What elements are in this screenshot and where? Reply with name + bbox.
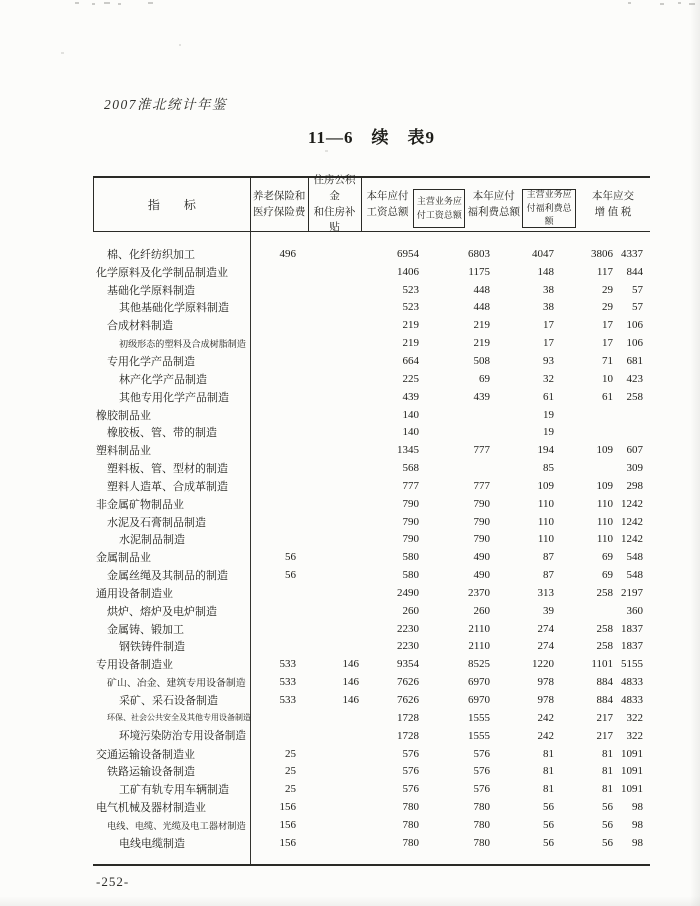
value-cell: 146 [342,676,359,689]
indicator-cell: 化学原料及化学制品制造业 [96,266,228,279]
table-row [93,816,650,834]
value-cell: 17 [543,337,554,350]
table-row [93,798,650,816]
value-cell: 1242 [621,515,643,528]
value-cell: 5155 [621,658,643,671]
table-row [93,423,650,441]
value-cell: 1728 [397,711,419,724]
table-row [93,441,650,459]
value-cell: 6803 [468,247,490,260]
value-cell: 777 [473,444,490,457]
value-cell: 2110 [468,640,490,653]
indicator-cell: 环保、社会公共安全及其他专用设备制造 [107,713,251,723]
indicator-cell: 金属丝绳及其制品的制造 [107,570,228,583]
value-cell: 533 [279,658,296,671]
value-cell: 81 [543,765,554,778]
value-cell: 217 [596,711,613,724]
indicator-cell: 专用设备制造业 [96,659,173,672]
value-cell: 56 [543,836,554,849]
value-cell: 2110 [468,622,490,635]
value-cell: 9354 [397,658,419,671]
value-cell: 6970 [468,694,490,707]
value-cell: 1242 [621,497,643,510]
value-cell: 780 [473,801,490,814]
table-row [93,620,650,638]
value-cell: 258 [596,622,613,635]
value-cell: 1091 [621,747,643,760]
value-cell: 110 [537,515,554,528]
table-header [93,176,650,232]
value-cell: 260 [402,604,419,617]
value-cell: 664 [402,354,419,367]
value-cell: 146 [342,694,359,707]
value-cell: 242 [537,711,554,724]
value-cell: 309 [626,462,643,475]
value-cell: 19 [543,426,554,439]
value-cell: 194 [537,444,554,457]
value-cell: 780 [402,801,419,814]
value-cell: 490 [473,569,490,582]
indicator-cell: 电线电缆制造 [119,837,185,850]
value-cell: 439 [473,390,490,403]
value-cell: 548 [626,551,643,564]
table-row [93,477,650,495]
table-row [93,531,650,549]
value-cell: 56 [285,551,296,564]
value-cell: 8525 [468,658,490,671]
indicator-cell: 棉、化纤纺织加工 [107,248,195,261]
value-cell: 219 [473,319,490,332]
value-cell: 110 [596,515,613,528]
value-cell: 56 [543,818,554,831]
value-cell: 10 [602,372,613,385]
column-header-housing-fund-subsidy: 住房公积金 和住房补贴 [309,178,362,231]
value-cell: 148 [537,265,554,278]
value-cell: 29 [602,301,613,314]
value-cell: 56 [285,569,296,582]
value-cell: 1101 [591,658,613,671]
value-cell: 274 [537,640,554,653]
value-cell: 109 [596,444,613,457]
value-cell: 780 [402,836,419,849]
value-cell: 1091 [621,765,643,778]
table-row [93,655,650,673]
indicator-cell: 铁路运输设备制造 [107,766,195,779]
value-cell: 81 [602,747,613,760]
table-row [93,495,650,513]
value-cell: 423 [626,372,643,385]
value-cell: 81 [543,783,554,796]
table-row [93,299,650,317]
table-row [93,673,650,691]
indicator-cell: 交通运输设备制造业 [96,748,195,761]
value-cell: 2230 [397,622,419,635]
indicator-cell: 塑料板、管、型材的制造 [107,463,228,476]
value-cell: 69 [602,569,613,582]
value-cell: 681 [626,354,643,367]
value-cell: 219 [402,337,419,350]
value-cell: 576 [402,765,419,778]
value-cell: 360 [626,604,643,617]
value-cell: 790 [473,497,490,510]
value-cell: 576 [473,765,490,778]
table-title: 11—6 续 表9 [307,128,436,147]
table-row [93,316,650,334]
value-cell: 25 [285,747,296,760]
table-body [93,232,650,866]
value-cell: 790 [402,533,419,546]
value-cell: 1220 [532,658,554,671]
value-cell: 322 [626,711,643,724]
value-cell: 448 [473,301,490,314]
value-cell: 32 [543,372,554,385]
table-row [93,388,650,406]
value-cell: 109 [537,479,554,492]
value-cell: 884 [596,676,613,689]
value-cell: 790 [473,533,490,546]
value-cell: 110 [596,533,613,546]
value-cell: 260 [473,604,490,617]
indicator-cell: 橡胶板、管、带的制造 [107,427,217,440]
value-cell: 523 [402,283,419,296]
value-cell: 219 [473,337,490,350]
column-header-vat-payable: 本年应交 增 值 税 [592,190,635,218]
value-cell: 490 [473,551,490,564]
table-row [93,352,650,370]
column-header-indicator: 指 标 [94,178,251,231]
value-cell: 56 [543,801,554,814]
value-cell: 258 [626,390,643,403]
indicator-cell: 其他基础化学原料制造 [119,302,229,315]
value-cell: 7626 [397,676,419,689]
value-cell: 71 [602,354,613,367]
indicator-cell: 专用化学产品制造 [107,355,195,368]
value-cell: 313 [537,586,554,599]
value-cell: 117 [596,265,613,278]
value-cell: 322 [626,729,643,742]
value-cell: 780 [473,836,490,849]
indicator-cell: 初级形态的塑料及合成树脂制造 [119,338,246,349]
table-row [93,584,650,602]
value-cell: 777 [473,479,490,492]
value-cell: 98 [632,801,643,814]
table-row [93,638,650,656]
value-cell: 156 [279,818,296,831]
value-cell: 258 [596,640,613,653]
value-cell: 39 [543,604,554,617]
indicator-cell: 采矿、采石设备制造 [119,695,218,708]
page-number: -252- [96,874,130,889]
value-cell: 1345 [397,444,419,457]
table-row [93,513,650,531]
value-cell: 4047 [532,247,554,260]
value-cell: 29 [602,283,613,296]
table-row [93,245,650,263]
value-cell: 6970 [468,676,490,689]
value-cell: 496 [279,247,296,260]
value-cell: 3806 [591,247,613,260]
value-cell: 146 [342,658,359,671]
indicator-cell: 水泥制品制造 [119,534,185,547]
value-cell: 780 [402,818,419,831]
value-cell: 568 [402,462,419,475]
value-cell: 576 [473,783,490,796]
indicator-cell: 烘炉、熔炉及电炉制造 [107,605,217,618]
value-cell: 978 [537,694,554,707]
indicator-cell: 水泥及石膏制品制造 [107,516,206,529]
table-row [93,566,650,584]
value-cell: 25 [285,783,296,796]
value-cell: 109 [596,479,613,492]
value-cell: 69 [479,372,490,385]
value-cell: 4833 [621,694,643,707]
table-row [93,709,650,727]
indicator-cell: 金属铸、锻加工 [107,623,184,636]
indicator-cell: 电气机械及器材制造业 [96,802,206,815]
value-cell: 56 [602,818,613,831]
value-cell: 38 [543,301,554,314]
value-cell: 1242 [621,533,643,546]
value-cell: 17 [602,337,613,350]
value-cell: 576 [402,783,419,796]
value-cell: 2197 [621,586,643,599]
indicator-cell: 非金属矿物制品业 [96,498,184,511]
column-header-pension-medical-insurance: 养老保险和 医疗保险费 [251,178,309,231]
value-cell: 156 [279,836,296,849]
table-row [93,370,650,388]
value-cell: 576 [473,747,490,760]
value-cell: 258 [596,586,613,599]
value-cell: 6954 [397,247,419,260]
table-row [93,602,650,620]
table-row [93,745,650,763]
value-cell: 98 [632,836,643,849]
value-cell: 1837 [621,640,643,653]
value-cell: 607 [626,444,643,457]
value-cell: 298 [626,479,643,492]
value-cell: 81 [602,783,613,796]
table-row [93,727,650,745]
yearbook-title: 2007淮北统计年鉴 [104,97,227,112]
value-cell: 93 [543,354,554,367]
table-row [93,834,650,852]
value-cell: 7626 [397,694,419,707]
value-cell: 57 [632,283,643,296]
value-cell: 1555 [468,729,490,742]
value-cell: 1555 [468,711,490,724]
value-cell: 98 [632,818,643,831]
value-cell: 110 [537,533,554,546]
value-cell: 2230 [397,640,419,653]
indicator-cell: 矿山、冶金、建筑专用设备制造 [107,678,246,690]
value-cell: 4833 [621,676,643,689]
value-cell: 156 [279,801,296,814]
value-cell: 56 [602,801,613,814]
table-row [93,691,650,709]
value-cell: 106 [626,319,643,332]
value-cell: 69 [602,551,613,564]
value-cell: 2370 [468,586,490,599]
value-cell: 38 [543,283,554,296]
value-cell: 81 [543,747,554,760]
value-cell: 580 [402,569,419,582]
indicator-cell: 通用设备制造业 [96,587,173,600]
table-row [93,263,650,281]
value-cell: 140 [402,408,419,421]
indicator-cell: 钢铁铸件制造 [119,641,185,654]
indicator-cell: 金属制品业 [96,552,151,565]
value-cell: 4337 [621,247,643,260]
value-cell: 57 [632,301,643,314]
value-cell: 217 [596,729,613,742]
column-header-main-business-welfare-payable: 主营业务应 付福利费总额 [522,189,576,228]
value-cell: 439 [402,390,419,403]
column-header-wages-payable: 本年应付 工资总额 [366,190,409,218]
indicator-cell: 塑料人造革、合成革制造 [107,480,228,493]
value-cell: 523 [402,301,419,314]
value-cell: 1728 [397,729,419,742]
value-cell: 533 [279,694,296,707]
value-cell: 140 [402,426,419,439]
indicator-cell: 基础化学原料制造 [107,284,195,297]
value-cell: 777 [402,479,419,492]
value-cell: 219 [402,319,419,332]
table-row [93,548,650,566]
value-cell: 1406 [397,265,419,278]
table-row [93,780,650,798]
value-cell: 19 [543,408,554,421]
value-cell: 978 [537,676,554,689]
value-cell: 1091 [621,783,643,796]
value-cell: 110 [537,497,554,510]
indicator-cell: 电线、电缆、光缆及电工器材制造 [107,821,246,832]
table-row [93,459,650,477]
value-cell: 87 [543,569,554,582]
value-cell: 780 [473,818,490,831]
value-cell: 508 [473,354,490,367]
value-cell: 1837 [621,622,643,635]
value-cell: 274 [537,622,554,635]
value-cell: 106 [626,337,643,350]
indicator-cell: 塑料制品业 [96,445,151,458]
indicator-cell: 其他专用化学产品制造 [119,391,229,404]
value-cell: 17 [543,319,554,332]
table-row [93,334,650,352]
value-cell: 242 [537,729,554,742]
column-header-main-business-wages-payable: 主营业务应 付工资总额 [413,189,465,228]
indicator-cell: 林产化学产品制造 [119,373,207,386]
value-cell: 87 [543,551,554,564]
value-cell: 110 [596,497,613,510]
value-cell: 533 [279,676,296,689]
value-cell: 790 [402,497,419,510]
value-cell: 2490 [397,586,419,599]
table-rows [93,245,650,852]
value-cell: 448 [473,283,490,296]
value-cell: 25 [285,765,296,778]
value-cell: 884 [596,694,613,707]
indicator-cell: 橡胶制品业 [96,409,151,422]
value-cell: 225 [402,372,419,385]
table-row [93,406,650,424]
table-row [93,281,650,299]
value-cell: 548 [626,569,643,582]
value-cell: 61 [602,390,613,403]
indicator-cell: 合成材料制造 [107,320,173,333]
value-cell: 790 [473,515,490,528]
table-row [93,762,650,780]
value-cell: 81 [602,765,613,778]
value-cell: 580 [402,551,419,564]
value-cell: 790 [402,515,419,528]
value-cell: 1175 [468,265,490,278]
indicator-cell: 环境污染防治专用设备制造 [119,731,246,743]
indicator-cell: 工矿有轨专用车辆制造 [119,784,229,797]
column-header-welfare-payable: 本年应付 福利费总额 [467,190,521,218]
value-cell: 844 [626,265,643,278]
value-cell: 85 [543,462,554,475]
value-cell: 17 [602,319,613,332]
value-cell: 61 [543,390,554,403]
value-cell: 56 [602,836,613,849]
value-cell: 576 [402,747,419,760]
